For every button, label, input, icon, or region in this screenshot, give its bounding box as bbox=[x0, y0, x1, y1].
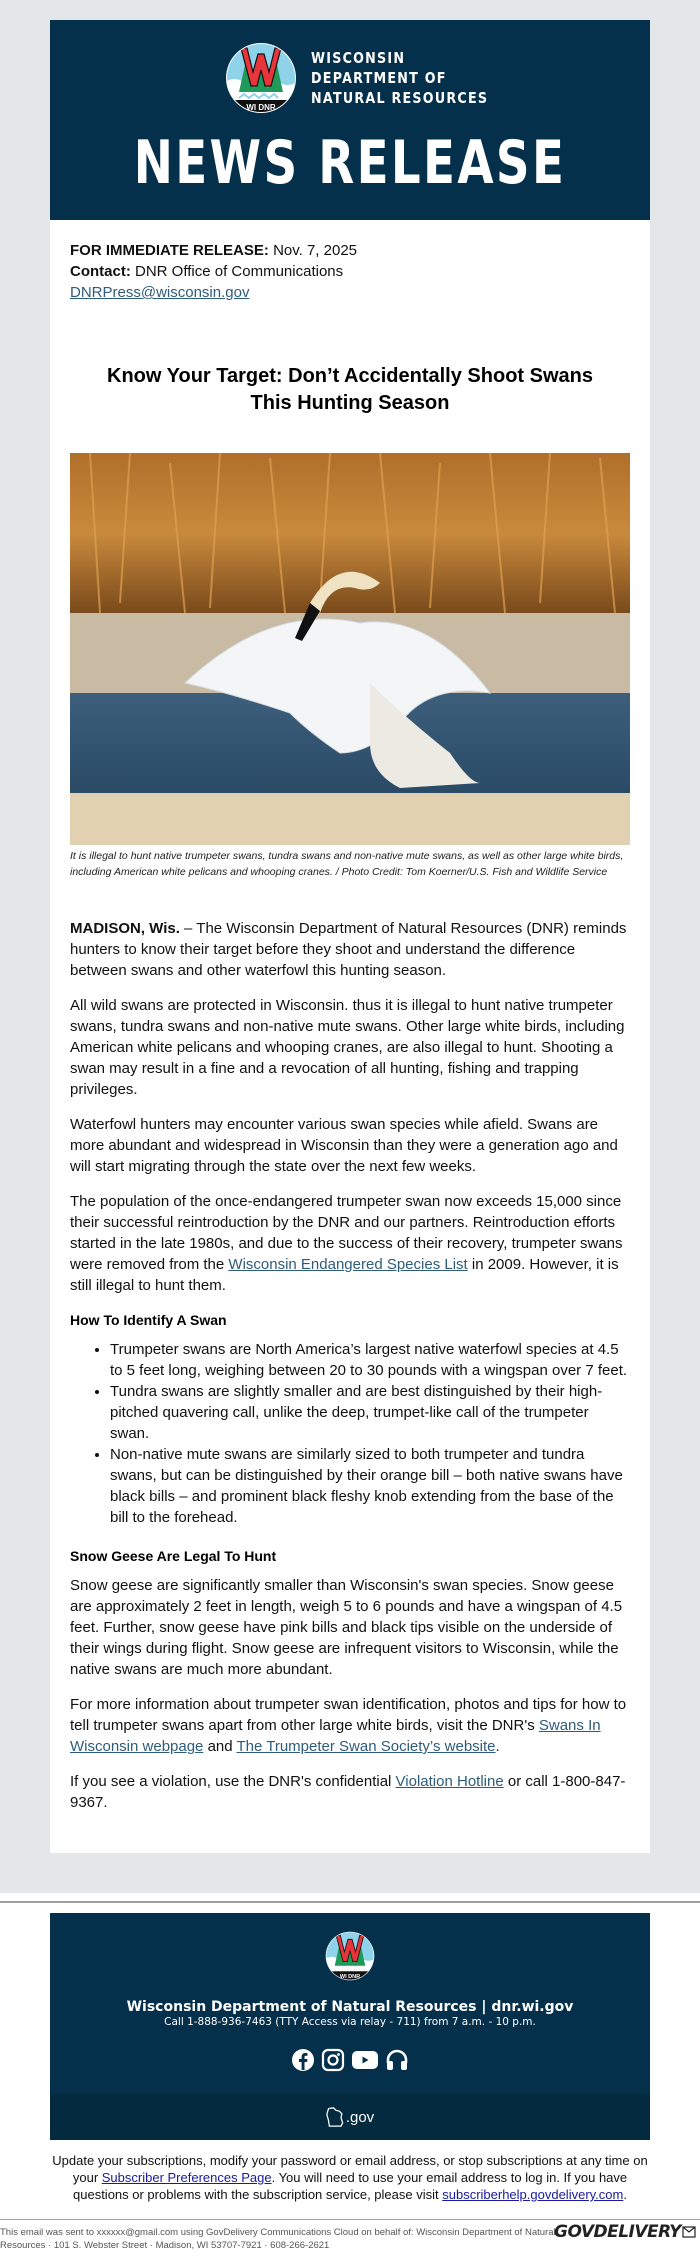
section-heading-snow-geese: Snow Geese Are Legal To Hunt bbox=[70, 1548, 277, 1564]
violation-hotline-link[interactable]: Violation Hotline bbox=[395, 1773, 504, 1790]
dept-line-2: DEPARTMENT OF bbox=[311, 69, 447, 87]
svg-text:WI DNR: WI DNR bbox=[246, 103, 276, 112]
wisconsin-gov-link[interactable] bbox=[50, 2094, 650, 2140]
govdelivery-logo bbox=[554, 2222, 696, 2242]
release-meta bbox=[70, 240, 630, 303]
divider bbox=[0, 1901, 700, 1903]
sender-info bbox=[0, 2220, 700, 2258]
gov-label: .gov bbox=[345, 2108, 375, 2126]
facebook-icon[interactable] bbox=[291, 2048, 315, 2072]
paragraph-7 bbox=[70, 1771, 630, 1813]
p6-text-after: . bbox=[495, 1738, 500, 1755]
p6-text-before: For more information about trumpeter swan identification, photos and tips for how to tell trumpeter swans apart from other large white birds, visit the DNR's bbox=[70, 1696, 627, 1734]
department-name bbox=[311, 48, 488, 108]
wi-dnr-footer-logo-icon bbox=[325, 1931, 375, 1981]
p6-text-mid: and bbox=[203, 1738, 237, 1755]
paragraph-3: Waterfowl hunters may encounter various swan species while afield. Swans are more abundant and widespread in Wisconsin than they were a generation ago and will start migrating through the state over the next few weeks. bbox=[70, 1116, 618, 1175]
p7-text-after: or call 1-800-847-9367. bbox=[70, 1773, 626, 1811]
envelope-icon bbox=[682, 2226, 696, 2238]
swans-in-wisconsin-link[interactable]: Swans In Wisconsin webpage bbox=[70, 1717, 601, 1755]
wisconsin-state-outline-icon bbox=[326, 2106, 346, 2128]
dnr-brand bbox=[225, 42, 527, 114]
list-item: • Trumpeter swans are North America’s largest native waterfowl species at 4.5 to 5 feet long, weighing between 20 to 30 pounds with a wingspan over 7 feet. bbox=[110, 1339, 630, 1381]
trumpeter-swan-society-link[interactable]: The Trumpeter Swan Society’s website bbox=[236, 1738, 496, 1755]
subs-text-before: Update your subscriptions, modify your password or email address, or stop subscriptions at any time on your bbox=[52, 2153, 648, 2185]
release-label: FOR IMMEDIATE RELEASE: bbox=[70, 242, 269, 259]
footer-phone: Call 1-888-936-7463 (TTY Access via relay - 711) from 7 a.m. - 10 p.m. bbox=[164, 2016, 536, 2028]
section-heading-identify: How To Identify A Swan bbox=[70, 1312, 227, 1328]
dateline: MADISON, Wis. bbox=[70, 920, 180, 937]
subs-text-mid: . You will need to use your email address to log in. If you have questions or problems with the subscription service, please visit bbox=[73, 2170, 628, 2202]
youtube-icon[interactable] bbox=[351, 2048, 379, 2072]
p7-text-before: If you see a violation, use the DNR's confidential bbox=[70, 1773, 396, 1790]
dnr-footer bbox=[50, 1913, 650, 2140]
social-links bbox=[50, 2048, 650, 2094]
photo-caption: It is illegal to hunt native trumpeter swans, tundra swans and non-native mute swans, as well as other large white birds, including American white pelicans and whooping cranes. / Photo Credit: Tom Koerner/U.S. Fish and Wildlife Service bbox=[70, 850, 624, 878]
release-date-line bbox=[70, 240, 630, 261]
list-item: • Tundra swans are slightly smaller and are best distinguished by their high-pitched quavering call, unlike the deep, trumpet-like call of the trumpeter swan. bbox=[110, 1381, 630, 1444]
paragraph-lead bbox=[70, 918, 630, 981]
sender-info-text: This email was sent to xxxxxx@gmail.com using GovDelivery Communications Cloud on behalf of: Wisconsin Department of Natural Resources · 101 S. Webster Street · Madison, WI 53707-7921 · 608-266-2621 bbox=[0, 2227, 556, 2251]
news-release-title: NEWS RELEASE bbox=[133, 128, 567, 198]
paragraph-2: All wild swans are protected in Wisconsin. thus it is illegal to hunt native trumpeter swans, tundra swans and non-native mute swans. Other large white birds, including American white pelicans and whooping cranes, are also illegal to hunt. Shooting a swan may result in a fine and a revocation of all hunting, fishing and trapping privileges. bbox=[70, 997, 625, 1098]
svg-text:WI DNR: WI DNR bbox=[339, 1974, 361, 1981]
article-body bbox=[70, 918, 630, 1813]
footer-org-name: Wisconsin Department of Natural Resources | dnr.wi.gov bbox=[126, 1999, 574, 2015]
spacer bbox=[0, 1853, 700, 1893]
subs-text-after: . bbox=[623, 2187, 627, 2202]
lead-text: – The Wisconsin Department of Natural Resources (DNR) reminds hunters to know their target before they shoot and understand the difference between swans and other waterfowl this hunting season. bbox=[70, 920, 627, 979]
news-release-banner bbox=[50, 20, 650, 220]
list-item: • Non-native mute swans are similarly sized to both trumpeter and tundra swans, but can be distinguished by their orange bill – both native swans have black bills – and prominent black fleshy knob extending from the base of the bill to the forehead. bbox=[110, 1444, 630, 1528]
contact-value: DNR Office of Communications bbox=[135, 263, 344, 280]
wi-dnr-logo-icon bbox=[225, 42, 297, 114]
swan-photo bbox=[70, 453, 630, 845]
p4-text-after: in 2009. However, it is still illegal to hunt them. bbox=[70, 1256, 619, 1294]
p4-text-before: The population of the once-endangered trumpeter swan now exceeds 15,000 since their successful reintroduction by the DNR and our partners. Reintroduction efforts started in the late 1980s, and due to the success of their recovery, trumpeter swans were removed from the bbox=[70, 1193, 623, 1273]
release-date: Nov. 7, 2025 bbox=[273, 242, 358, 259]
identify-list bbox=[110, 1339, 630, 1528]
instagram-icon[interactable] bbox=[321, 2048, 345, 2072]
govdelivery-wordmark: GOVDELIVERY bbox=[554, 2222, 681, 2242]
article-headline: Know Your Target: Don’t Accidentally Shoot Swans This Hunting Season bbox=[107, 365, 593, 414]
press-email-link[interactable]: DNRPress@wisconsin.gov bbox=[70, 284, 250, 301]
email-container bbox=[50, 20, 650, 1853]
contact-line bbox=[70, 261, 630, 282]
dept-line-3: NATURAL RESOURCES bbox=[311, 89, 489, 107]
subscriber-help-link[interactable]: subscriberhelp.govdelivery.com bbox=[442, 2187, 624, 2202]
paragraph-5: Snow geese are significantly smaller than Wisconsin's swan species. Snow geese are approximately 2 feet in length, weigh 5 to 6 pounds and have a wingspan of 4.5 feet. Further, snow geese have pink bills and black tips visible on the underside of their wings during flight. Snow geese are infrequent visitors to Wisconsin, while the native swans are much more abundant. bbox=[70, 1577, 623, 1678]
paragraph-6 bbox=[70, 1694, 630, 1757]
dept-line-1: WISCONSIN bbox=[311, 49, 406, 67]
subscription-notice bbox=[50, 2152, 650, 2203]
endangered-species-list-link[interactable]: Wisconsin Endangered Species List bbox=[228, 1256, 468, 1273]
paragraph-4 bbox=[70, 1191, 630, 1296]
subscriber-preferences-link[interactable]: Subscriber Preferences Page bbox=[101, 2170, 272, 2185]
contact-label: Contact: bbox=[70, 263, 131, 280]
podcast-headphones-icon[interactable] bbox=[385, 2048, 409, 2072]
article-content bbox=[50, 220, 650, 1853]
